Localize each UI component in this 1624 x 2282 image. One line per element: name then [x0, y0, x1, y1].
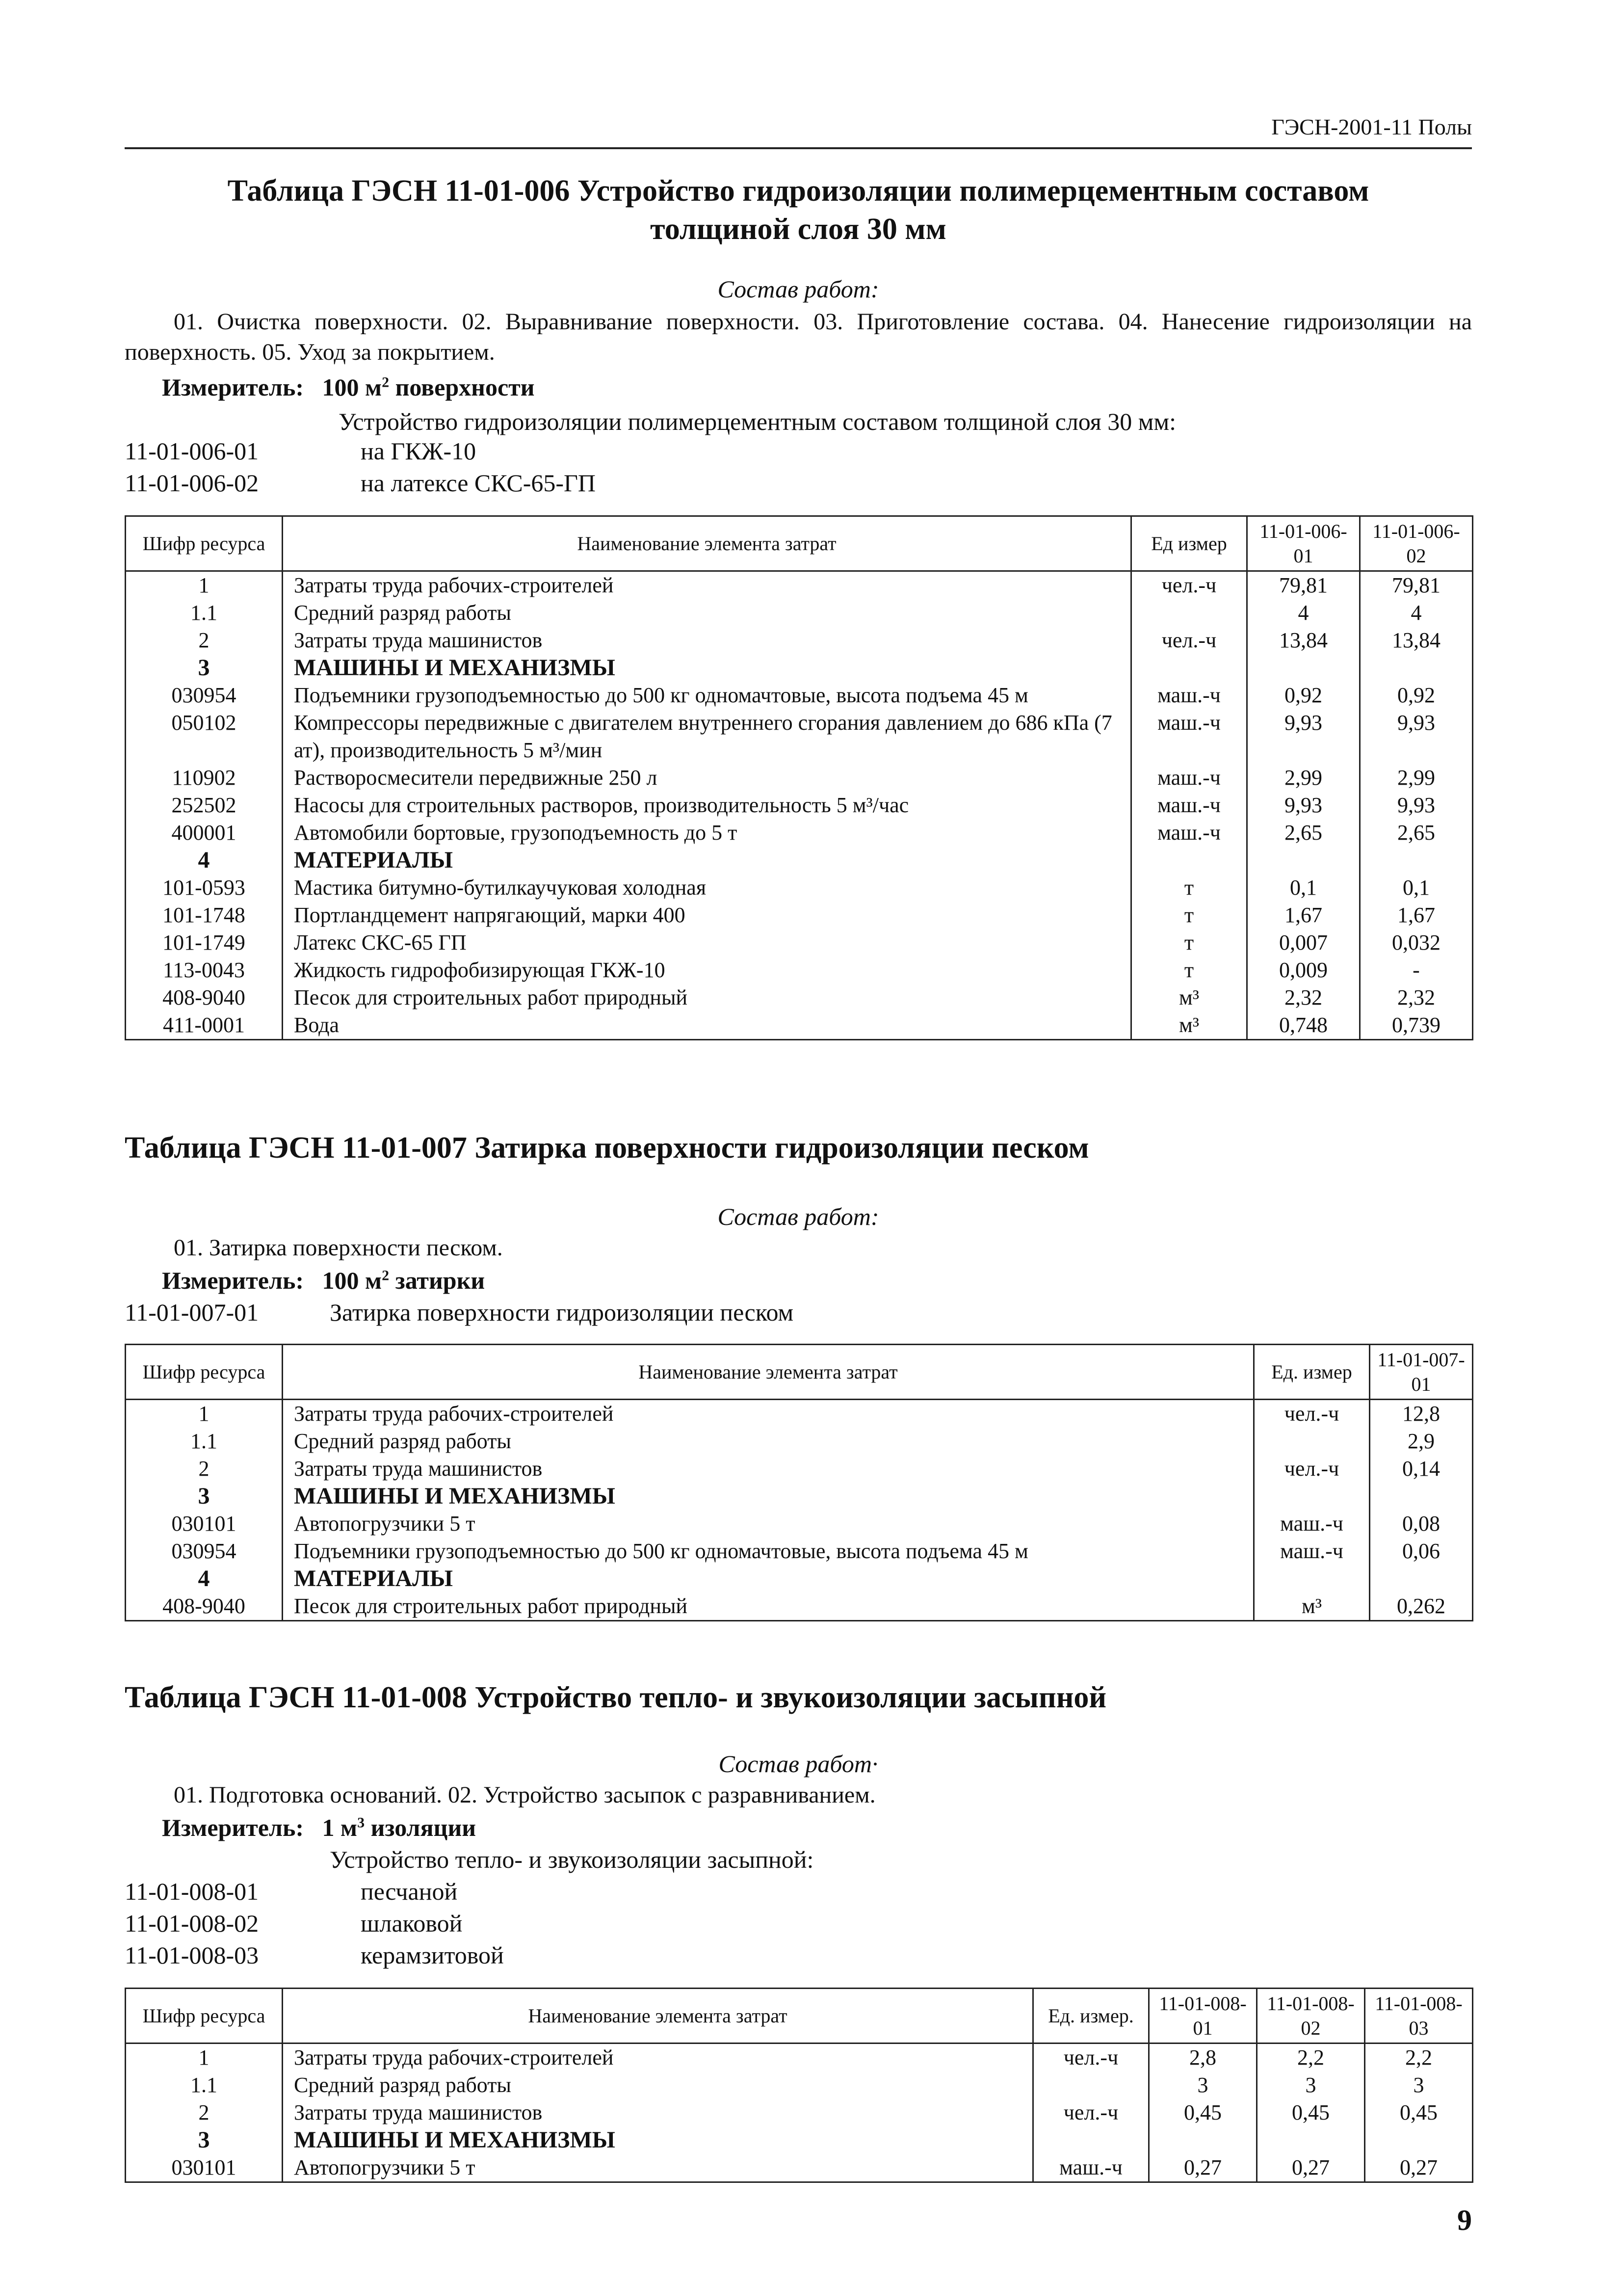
unit-cell: т	[1131, 902, 1247, 929]
table-row	[126, 1538, 1473, 1565]
cost-element-cell: Портландцемент напрягающий, марки 400	[283, 902, 1131, 929]
norm-value-cell: 4	[1247, 599, 1360, 627]
table-006-body	[126, 571, 1473, 1040]
cost-element-cell: Латекс СКС-65 ГП	[283, 929, 1131, 956]
table-008-intro: Устройство тепло- и звукоизоляции засыпной:	[330, 1846, 814, 1873]
resource-code-cell: 1	[126, 571, 283, 600]
unit-cell: маш.-ч	[1254, 1538, 1370, 1565]
norm-value-cell: 13,84	[1360, 627, 1473, 654]
norm-value-cell: 0,92	[1247, 682, 1360, 709]
cost-element-cell: МАШИНЫ И МЕХАНИЗМЫ	[283, 2126, 1033, 2154]
measure-sup: 3	[357, 1814, 365, 1831]
resource-code-cell: 408-9040	[126, 1592, 283, 1621]
unit-cell: чел.-ч	[1254, 1400, 1370, 1428]
table-008-measure	[162, 1813, 476, 1842]
norm-value-cell: 2,99	[1247, 764, 1360, 792]
norm-value-cell	[1370, 1565, 1473, 1592]
table-007-code-1-text: Затирка поверхности гидроизоляции песком	[330, 1299, 794, 1326]
col-header-unit: Ед. измер.	[1033, 1989, 1149, 2043]
table-006-code-2-text: на латексе СКС-65-ГП	[361, 469, 596, 497]
measure-label: Измеритель:	[162, 1267, 304, 1294]
table-007-title: Таблица ГЭСН 11-01-007 Затирка поверхности гидроизоляции песком	[125, 1131, 1089, 1165]
table-006	[125, 515, 1473, 1040]
cost-element-cell: Растворосмесители передвижные 250 л	[283, 764, 1131, 792]
table-row	[126, 1455, 1473, 1483]
table-006-work-heading: Состав работ:	[717, 275, 879, 303]
table-008-code-2-text: шлаковой	[361, 1910, 463, 1937]
norm-value-cell: 2,32	[1360, 984, 1473, 1011]
unit-cell: чел.-ч	[1033, 2043, 1149, 2072]
unit-cell: т	[1131, 956, 1247, 984]
norm-value-cell: 0,27	[1365, 2154, 1473, 2182]
table-row	[126, 792, 1473, 819]
table-row	[126, 984, 1473, 1011]
resource-code-cell: 101-1749	[126, 929, 283, 956]
norm-value-cell	[1257, 2126, 1365, 2154]
measure-unit: поверхности	[389, 373, 535, 401]
norm-value-cell: 2,65	[1247, 819, 1360, 847]
resource-code-cell: 2	[126, 2099, 283, 2126]
col-header-code: Шифр ресурса	[126, 516, 283, 571]
table-008-work-text: 01. Подготовка оснований. 02. Устройство засыпок с разравниванием.	[174, 1782, 876, 1808]
norm-value-cell: 9,93	[1247, 709, 1360, 764]
resource-code-cell: 411-0001	[126, 1011, 283, 1040]
norm-value-cell: 0,739	[1360, 1011, 1473, 1040]
table-row	[126, 929, 1473, 956]
unit-cell: т	[1131, 874, 1247, 902]
unit-cell	[1033, 2071, 1149, 2099]
norm-value-cell: 3	[1149, 2071, 1257, 2099]
resource-code-cell: 408-9040	[126, 984, 283, 1011]
resource-code-cell: 030954	[126, 682, 283, 709]
cost-element-cell: Затраты труда машинистов	[283, 627, 1131, 654]
unit-cell: м³	[1254, 1592, 1370, 1621]
norm-value-cell: 0,92	[1360, 682, 1473, 709]
section-row	[126, 847, 1473, 874]
table-006-measure	[162, 373, 535, 401]
col-header-norm-1: 11-01-008-01	[1149, 1989, 1257, 2043]
resource-code-cell: 113-0043	[126, 956, 283, 984]
table-006-title-line2: толщиной слоя 30 мм	[650, 212, 946, 246]
measure-value: 1 м	[322, 1814, 358, 1841]
norm-value-cell	[1370, 1483, 1473, 1510]
table-row	[126, 709, 1473, 764]
unit-cell: чел.-ч	[1254, 1455, 1370, 1483]
norm-value-cell: 12,8	[1370, 1400, 1473, 1428]
unit-cell	[1131, 599, 1247, 627]
norm-value-cell: 3	[1365, 2071, 1473, 2099]
table-row	[126, 571, 1473, 600]
norm-value-cell: 2,99	[1360, 764, 1473, 792]
table-008	[125, 1988, 1473, 2183]
table-row	[126, 1011, 1473, 1040]
table-007	[125, 1344, 1473, 1621]
table-007-body	[126, 1400, 1473, 1621]
unit-cell	[1254, 1565, 1370, 1592]
section-row	[126, 1565, 1473, 1592]
resource-code-cell: 1.1	[126, 599, 283, 627]
table-row	[126, 2099, 1473, 2126]
norm-value-cell	[1360, 654, 1473, 682]
measure-sup: 2	[382, 1267, 390, 1284]
col-header-norm-3: 11-01-008-03	[1365, 1989, 1473, 2043]
cost-element-cell: Подъемники грузоподъемностью до 500 кг одномачтовые, высота подъема 45 м	[283, 682, 1131, 709]
table-row	[126, 2071, 1473, 2099]
cost-element-cell: Средний разряд работы	[283, 1428, 1254, 1455]
table-008-code-2: 11-01-008-02	[125, 1910, 259, 1937]
cost-element-cell: Затраты труда рабочих-строителей	[283, 1400, 1254, 1428]
measure-label: Измеритель:	[162, 1814, 304, 1841]
table-007-code-1: 11-01-007-01	[125, 1299, 259, 1326]
table-row	[126, 1510, 1473, 1538]
table-008-work-heading: Состав работ·	[718, 1750, 878, 1778]
norm-value-cell: 13,84	[1247, 627, 1360, 654]
cost-element-cell: Автомобили бортовые, грузоподъемность до 5 т	[283, 819, 1131, 847]
cost-element-cell: Песок для строительных работ природный	[283, 1592, 1254, 1621]
cost-element-cell: Автопогрузчики 5 т	[283, 2154, 1033, 2182]
col-header-unit: Ед измер	[1131, 516, 1247, 571]
table-row	[126, 682, 1473, 709]
resource-code-cell: 050102	[126, 709, 283, 764]
norm-value-cell: 0,45	[1149, 2099, 1257, 2126]
resource-code-cell: 101-0593	[126, 874, 283, 902]
unit-cell: м³	[1131, 984, 1247, 1011]
table-006-title	[125, 172, 1472, 248]
norm-value-cell: 0,1	[1247, 874, 1360, 902]
table-row	[126, 1592, 1473, 1621]
norm-value-cell: 9,93	[1247, 792, 1360, 819]
resource-code-cell: 101-1748	[126, 902, 283, 929]
norm-value-cell: 2,65	[1360, 819, 1473, 847]
table-008-code-3: 11-01-008-03	[125, 1941, 259, 1969]
header-rule	[125, 147, 1472, 149]
section-row	[126, 1483, 1473, 1510]
norm-value-cell: 3	[1257, 2071, 1365, 2099]
measure-unit: затирки	[389, 1267, 485, 1294]
norm-value-cell: -	[1360, 956, 1473, 984]
cost-element-cell: Мастика битумно-бутилкаучуковая холодная	[283, 874, 1131, 902]
cost-element-cell: Средний разряд работы	[283, 599, 1131, 627]
table-006-code-1: 11-01-006-01	[125, 437, 259, 465]
norm-value-cell	[1360, 847, 1473, 874]
unit-cell: маш.-ч	[1131, 792, 1247, 819]
cost-element-cell: Затраты труда машинистов	[283, 1455, 1254, 1483]
cost-element-cell: Автопогрузчики 5 т	[283, 1510, 1254, 1538]
cost-element-cell: МАТЕРИАЛЫ	[283, 1565, 1254, 1592]
resource-code-cell: 4	[126, 1565, 283, 1592]
table-row	[126, 627, 1473, 654]
unit-cell	[1131, 654, 1247, 682]
norm-value-cell	[1149, 2126, 1257, 2154]
table-row	[126, 2154, 1473, 2182]
table-008-code-1: 11-01-008-01	[125, 1878, 259, 1905]
norm-value-cell: 0,08	[1370, 1510, 1473, 1538]
unit-cell: маш.-ч	[1254, 1510, 1370, 1538]
resource-code-cell: 3	[126, 654, 283, 682]
unit-cell	[1254, 1428, 1370, 1455]
norm-value-cell: 4	[1360, 599, 1473, 627]
cost-element-cell: Средний разряд работы	[283, 2071, 1033, 2099]
table-008-title: Таблица ГЭСН 11-01-008 Устройство тепло- и звукоизоляции засыпной	[125, 1681, 1107, 1714]
table-row	[126, 819, 1473, 847]
unit-cell	[1033, 2126, 1149, 2154]
table-007-work-heading: Состав работ:	[717, 1203, 879, 1230]
norm-value-cell	[1365, 2126, 1473, 2154]
norm-value-cell: 0,748	[1247, 1011, 1360, 1040]
norm-value-cell: 0,45	[1257, 2099, 1365, 2126]
norm-value-cell	[1247, 847, 1360, 874]
norm-value-cell: 2,32	[1247, 984, 1360, 1011]
table-006-title-line1: Таблица ГЭСН 11-01-006 Устройство гидроизоляции полимерцементным составом	[227, 174, 1369, 208]
unit-cell: т	[1131, 929, 1247, 956]
norm-value-cell: 1,67	[1360, 902, 1473, 929]
unit-cell: маш.-ч	[1131, 764, 1247, 792]
norm-value-cell: 0,14	[1370, 1455, 1473, 1483]
unit-cell	[1131, 847, 1247, 874]
norm-value-cell: 0,009	[1247, 956, 1360, 984]
unit-cell: маш.-ч	[1033, 2154, 1149, 2182]
unit-cell: маш.-ч	[1131, 709, 1247, 764]
resource-code-cell: 030954	[126, 1538, 283, 1565]
cost-element-cell: Вода	[283, 1011, 1131, 1040]
resource-code-cell: 030101	[126, 1510, 283, 1538]
table-008-body	[126, 2043, 1473, 2182]
table-006-intro: Устройство гидроизоляции полимерцементным составом толщиной слоя 30 мм:	[339, 408, 1176, 435]
table-row	[126, 2043, 1473, 2072]
cost-element-cell: Затраты труда рабочих-строителей	[283, 2043, 1033, 2072]
norm-value-cell: 0,27	[1149, 2154, 1257, 2182]
unit-cell: маш.-ч	[1131, 682, 1247, 709]
table-row	[126, 764, 1473, 792]
resource-code-cell: 1.1	[126, 2071, 283, 2099]
resource-code-cell: 110902	[126, 764, 283, 792]
col-header-name: Наименование элемента затрат	[283, 1345, 1254, 1400]
norm-value-cell: 2,2	[1257, 2043, 1365, 2072]
resource-code-cell: 2	[126, 627, 283, 654]
section-row	[126, 654, 1473, 682]
norm-value-cell: 0,1	[1360, 874, 1473, 902]
resource-code-cell: 3	[126, 1483, 283, 1510]
table-row	[126, 599, 1473, 627]
cost-element-cell: Затраты труда машинистов	[283, 2099, 1033, 2126]
norm-value-cell: 0,262	[1370, 1592, 1473, 1621]
resource-code-cell: 1.1	[126, 1428, 283, 1455]
unit-cell: м³	[1131, 1011, 1247, 1040]
col-header-name: Наименование элемента затрат	[283, 516, 1131, 571]
running-header: ГЭСН-2001-11 Полы	[1271, 114, 1472, 139]
page-number: 9	[1457, 2204, 1472, 2236]
norm-value-cell: 0,032	[1360, 929, 1473, 956]
table-007-work-text: 01. Затирка поверхности песком.	[174, 1235, 503, 1261]
unit-cell: чел.-ч	[1033, 2099, 1149, 2126]
norm-value-cell: 79,81	[1360, 571, 1473, 600]
norm-value-cell	[1247, 654, 1360, 682]
table-006-code-2: 11-01-006-02	[125, 469, 259, 497]
unit-cell: чел.-ч	[1131, 627, 1247, 654]
norm-value-cell: 0,06	[1370, 1538, 1473, 1565]
table-006-work-text: 01. Очистка поверхности. 02. Выравнивание поверхности. 03. Приготовление состава. 04. Нанесение гидроизоляции на поверхность. 05. Уход за покрытием.	[125, 309, 1472, 365]
norm-value-cell: 0,27	[1257, 2154, 1365, 2182]
col-header-name: Наименование элемента затрат	[283, 1989, 1033, 2043]
resource-code-cell: 252502	[126, 792, 283, 819]
norm-value-cell: 1,67	[1247, 902, 1360, 929]
table-008-code-3-text: керамзитовой	[361, 1941, 504, 1969]
resource-code-cell: 4	[126, 847, 283, 874]
resource-code-cell: 030101	[126, 2154, 283, 2182]
col-header-norm-1: 11-01-007-01	[1370, 1345, 1473, 1400]
norm-value-cell: 0,45	[1365, 2099, 1473, 2126]
section-row	[126, 2126, 1473, 2154]
measure-value: 100 м	[322, 1267, 382, 1294]
table-row	[126, 902, 1473, 929]
unit-cell	[1254, 1483, 1370, 1510]
resource-code-cell: 3	[126, 2126, 283, 2154]
table-007-measure	[162, 1266, 485, 1295]
norm-value-cell: 2,8	[1149, 2043, 1257, 2072]
norm-value-cell: 2,2	[1365, 2043, 1473, 2072]
unit-cell: маш.-ч	[1131, 819, 1247, 847]
table-row	[126, 956, 1473, 984]
table-006-code-1-text: на ГКЖ-10	[361, 437, 476, 465]
col-header-norm-2: 11-01-006-02	[1360, 516, 1473, 571]
cost-element-cell: Жидкость гидрофобизирующая ГКЖ-10	[283, 956, 1131, 984]
resource-code-cell: 1	[126, 2043, 283, 2072]
unit-cell: чел.-ч	[1131, 571, 1247, 600]
measure-sup: 2	[382, 374, 390, 391]
col-header-code: Шифр ресурса	[126, 1989, 283, 2043]
measure-unit: изоляции	[365, 1814, 476, 1841]
cost-element-cell: Компрессоры передвижные с двигателем внутреннего сгорания давлением до 686 кПа (7 ат), производительность 5 м³/мин	[283, 709, 1131, 764]
col-header-norm-1: 11-01-006-01	[1247, 516, 1360, 571]
norm-value-cell: 2,9	[1370, 1428, 1473, 1455]
table-008-code-1-text: песчаной	[361, 1878, 458, 1905]
col-header-norm-2: 11-01-008-02	[1257, 1989, 1365, 2043]
norm-value-cell: 79,81	[1247, 571, 1360, 600]
cost-element-cell: МАШИНЫ И МЕХАНИЗМЫ	[283, 1483, 1254, 1510]
cost-element-cell: Насосы для строительных растворов, производительность 5 м³/час	[283, 792, 1131, 819]
col-header-unit: Ед. измер	[1254, 1345, 1370, 1400]
table-row	[126, 874, 1473, 902]
resource-code-cell: 400001	[126, 819, 283, 847]
table-row	[126, 1400, 1473, 1428]
cost-element-cell: МАШИНЫ И МЕХАНИЗМЫ	[283, 654, 1131, 682]
measure-value: 100 м	[322, 373, 382, 401]
cost-element-cell: Песок для строительных работ природный	[283, 984, 1131, 1011]
col-header-code: Шифр ресурса	[126, 1345, 283, 1400]
table-row	[126, 1428, 1473, 1455]
measure-label: Измеритель:	[162, 373, 304, 401]
norm-value-cell: 0,007	[1247, 929, 1360, 956]
resource-code-cell: 2	[126, 1455, 283, 1483]
cost-element-cell: Затраты труда рабочих-строителей	[283, 571, 1131, 600]
norm-value-cell: 9,93	[1360, 709, 1473, 764]
norm-value-cell: 9,93	[1360, 792, 1473, 819]
cost-element-cell: Подъемники грузоподъемностью до 500 кг одномачтовые, высота подъема 45 м	[283, 1538, 1254, 1565]
cost-element-cell: МАТЕРИАЛЫ	[283, 847, 1131, 874]
resource-code-cell: 1	[126, 1400, 283, 1428]
